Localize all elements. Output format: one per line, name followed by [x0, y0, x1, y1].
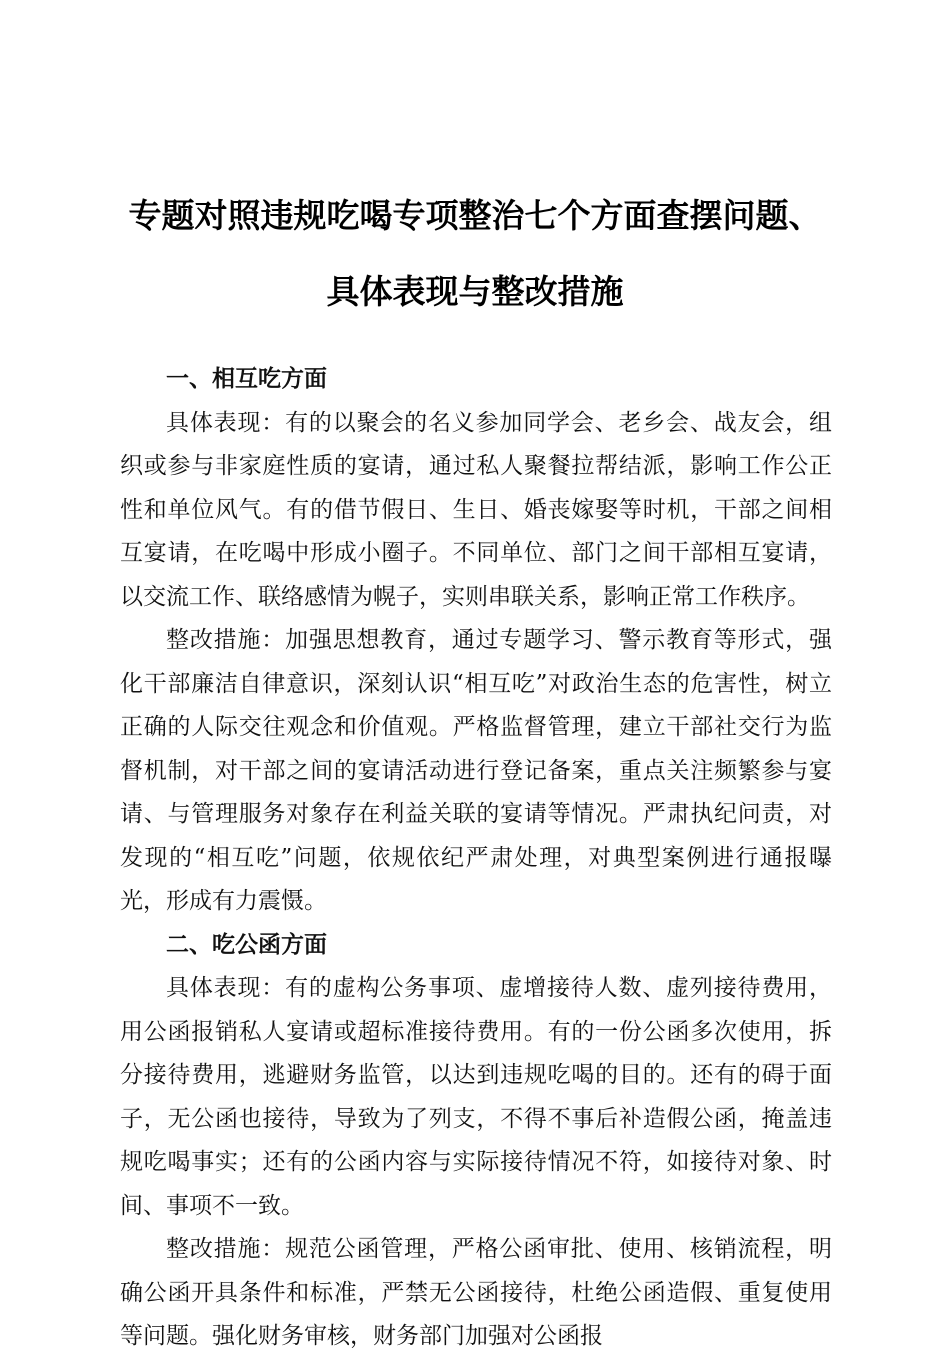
- document-title-line-2: 具体表现与整改措施: [326, 272, 624, 311]
- section-heading: 二、吃公函方面: [166, 931, 327, 958]
- document-title-line-1: 专题对照违规吃喝专项整治七个方面查摆问题、: [128, 196, 822, 235]
- paragraph: 整改措施：加强思想教育，通过专题学习、警示教育等形式，强化干部廉洁自律意识，深刻认识“相互吃”对政治生态的危害性，树立正确的人际交往观念和价值观。严格监督管理，建立干部社交行为监督机制，对干部之间的宴请活动进行登记备案，重点关注频繁参与宴请、与管理服务对象存在利益关联的宴请等情况。严肃执纪问责，对发现的“相互吃”问题，依规依纪严肃处理，对典型案例进行通报曝光，形成有力震慑。: [120, 627, 832, 914]
- paragraph: 具体表现：有的虚构公务事项、虚增接待人数、虚列接待费用，用公函报销私人宴请或超标准接待费用。有的一份公函多次使用，拆分接待费用，逃避财务监管，以达到违规吃喝的目的。还有的碍于面子，无公函也接待，导致为了列支，不得不事后补造假公函，掩盖违规吃喝事实；还有的公函内容与实际接待情况不符，如接待对象、时间、事项不一致。: [120, 975, 832, 1219]
- paragraph: 整改措施：规范公函管理，严格公函审批、使用、核销流程，明确公函开具条件和标准，严禁无公函接待，杜绝公函造假、重复使用等问题。强化财务审核，财务部门加强对公函报: [120, 1236, 832, 1349]
- document-body: [120, 358, 832, 1359]
- section-heading: 一、相互吃方面: [166, 366, 327, 392]
- paragraph: 具体表现：有的以聚会的名义参加同学会、老乡会、战友会，组织或参与非家庭性质的宴请，通过私人聚餐拉帮结派，影响工作公正性和单位风气。有的借节假日、生日、婚丧嫁娶等时机，干部之间相互宴请，在吃喝中形成小圈子。不同单位、部门之间干部相互宴请，以交流工作、联络感情为幌子，实则串联关系，影响正常工作秩序。: [120, 409, 832, 610]
